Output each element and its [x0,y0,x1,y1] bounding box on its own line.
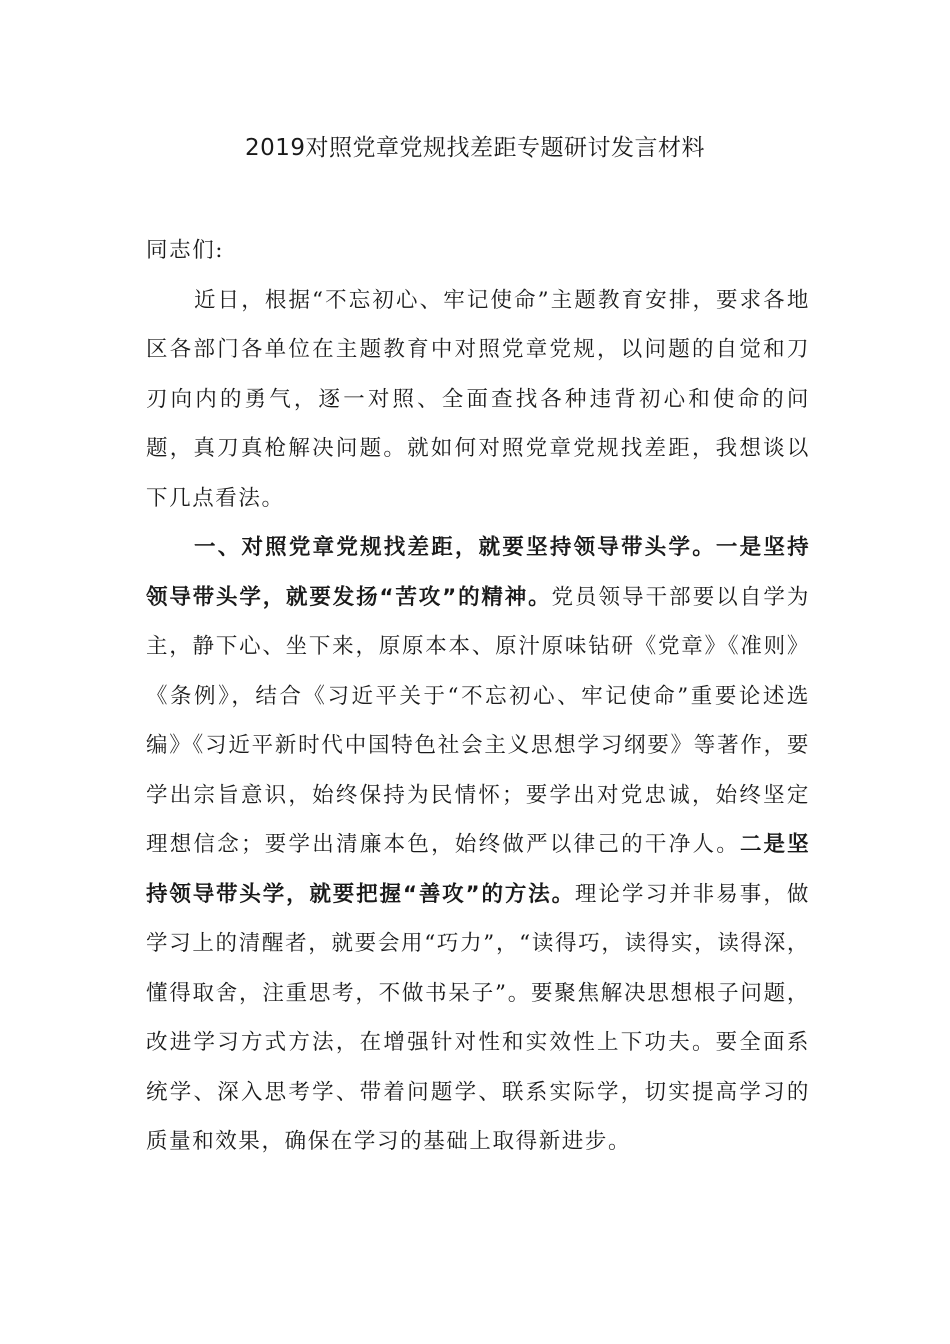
paragraph-text: 党员领导干部要以自学为主，静下心、坐下来，原原本本、原汁原味钻研《党章》《准则》《条例》，结合《习近平关于“不忘初心、牢记使命”重要论述选编》《习近平新时代中国特色社会主义思想学习纲要》等著作，要学出宗旨意识，始终保持为民情怀；要学出对党忠诚，始终坚定理想信念；要学出清廉本色，始终做严以律己的干净人。 [146,584,810,857]
document-body [146,226,810,1167]
paragraph-section-one [146,523,810,1167]
salutation: 同志们: [146,238,225,263]
document-title: 2019对照党章党规找差距专题研讨发言材料 [244,135,706,161]
section-heading: 一、对照党章党规找差距，就要坚持领导带头学。一是坚持领导带头学，就要发扬“苦攻”的精神。 [146,535,810,610]
paragraph-text: 近日，根据“不忘初心、牢记使命”主题教育安排，要求各地区各部门各单位在主题教育中对照党章党规，以问题的自觉和刀刃向内的勇气，逐一对照、全面查找各种违背初心和使命的问题，真刀真枪解决问题。就如何对照党章党规找差距，我想谈以下几点看法。 [146,287,810,511]
subsection-heading: 二是坚持领导带头学，就要把握“善攻”的方法。 [146,832,810,907]
paragraph-intro [146,276,810,524]
paragraph-text: 理论学习并非易事，做学习上的清醒者，就要会用“巧力”，“读得巧，读得实，读得深，懂得取舍，注重思考，不做书呆子”。要聚焦解决思想根子问题，改进学习方式方法，在增强针对性和实效性上下功夫。要全面系统学、深入思考学、带着问题学、联系实际学，切实提高学习的质量和效果，确保在学习的基础上取得新进步。 [146,881,810,1154]
